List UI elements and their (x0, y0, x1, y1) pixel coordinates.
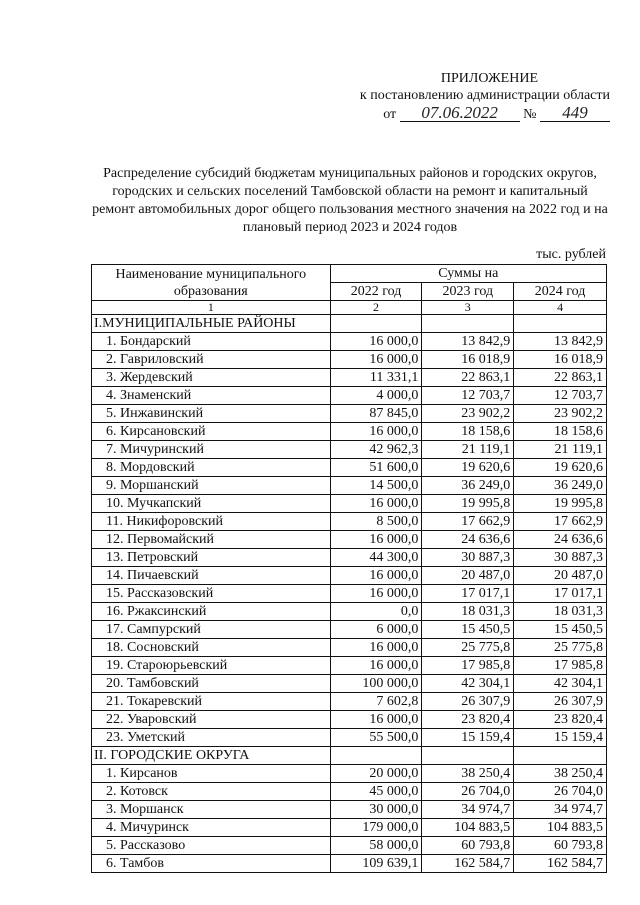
value-2022: 179 000,0 (330, 819, 422, 837)
empty-cell (514, 315, 607, 333)
row-name: 18. Сосновский (92, 639, 331, 657)
row-name: 13. Петровский (92, 549, 331, 567)
row-name: 10. Мучкапский (92, 495, 331, 513)
table-row (92, 351, 607, 369)
value-2024: 21 119,1 (514, 441, 607, 459)
value-2024: 17 017,1 (514, 585, 607, 603)
value-2024: 18 031,3 (514, 603, 607, 621)
value-2024: 162 584,7 (514, 855, 607, 873)
table-row (92, 639, 607, 657)
handwritten-date: 07.06.2022 (400, 104, 520, 122)
value-2023: 22 863,1 (422, 369, 514, 387)
row-name: 2. Гавриловский (92, 351, 331, 369)
col-number: 4 (514, 301, 607, 315)
value-2023: 104 883,5 (422, 819, 514, 837)
row-name: 1. Бондарский (92, 333, 331, 351)
value-2023: 17 662,9 (422, 513, 514, 531)
value-2023: 38 250,4 (422, 765, 514, 783)
value-2024: 25 775,8 (514, 639, 607, 657)
value-2024: 20 487,0 (514, 567, 607, 585)
table-row (92, 333, 607, 351)
table-row (92, 729, 607, 747)
value-2023: 23 902,2 (422, 405, 514, 423)
header-year-2023: 2023 год (422, 283, 514, 301)
value-2024: 24 636,6 (514, 531, 607, 549)
number-label: № (523, 107, 537, 122)
col-number: 3 (422, 301, 514, 315)
value-2023: 36 249,0 (422, 477, 514, 495)
value-2022: 0,0 (330, 603, 422, 621)
table-row (92, 693, 607, 711)
value-2024: 19 620,6 (514, 459, 607, 477)
value-2024: 26 307,9 (514, 693, 607, 711)
value-2023: 34 974,7 (422, 801, 514, 819)
value-2022: 16 000,0 (330, 423, 422, 441)
value-2023: 24 636,6 (422, 531, 514, 549)
value-2023: 19 620,6 (422, 459, 514, 477)
value-2022: 16 000,0 (330, 711, 422, 729)
row-name: 5. Инжавинский (92, 405, 331, 423)
table-row (92, 765, 607, 783)
value-2023: 13 842,9 (422, 333, 514, 351)
value-2024: 23 902,2 (514, 405, 607, 423)
table-row (92, 513, 607, 531)
value-2022: 20 000,0 (330, 765, 422, 783)
row-name: 1. Кирсанов (92, 765, 331, 783)
table-row (92, 657, 607, 675)
value-2022: 7 602,8 (330, 693, 422, 711)
value-2022: 30 000,0 (330, 801, 422, 819)
col-number: 2 (330, 301, 422, 315)
value-2022: 51 600,0 (330, 459, 422, 477)
value-2024: 12 703,7 (514, 387, 607, 405)
row-name: 23. Уметский (92, 729, 331, 747)
table-row (92, 495, 607, 513)
empty-cell (422, 315, 514, 333)
row-name: 7. Мичуринский (92, 441, 331, 459)
value-2024: 42 304,1 (514, 675, 607, 693)
value-2024: 18 158,6 (514, 423, 607, 441)
approval-date-line (360, 104, 610, 123)
row-name: 21. Токаревский (92, 693, 331, 711)
value-2023: 20 487,0 (422, 567, 514, 585)
header-name: Наименование муниципального образования (92, 265, 331, 301)
value-2024: 15 159,4 (514, 729, 607, 747)
value-2022: 16 000,0 (330, 495, 422, 513)
table-row (92, 459, 607, 477)
row-name: 6. Кирсановский (92, 423, 331, 441)
value-2024: 36 249,0 (514, 477, 607, 495)
value-2023: 25 775,8 (422, 639, 514, 657)
table-row (92, 837, 607, 855)
row-name: 2. Котовск (92, 783, 331, 801)
table-row (92, 531, 607, 549)
row-name: 3. Моршанск (92, 801, 331, 819)
value-2024: 23 820,4 (514, 711, 607, 729)
header-sums: Суммы на (330, 265, 606, 283)
value-2023: 17 985,8 (422, 657, 514, 675)
value-2022: 100 000,0 (330, 675, 422, 693)
row-name: 9. Моршанский (92, 477, 331, 495)
row-name: 3. Жердевский (92, 369, 331, 387)
value-2022: 16 000,0 (330, 333, 422, 351)
row-name: 12. Первомайский (92, 531, 331, 549)
value-2023: 17 017,1 (422, 585, 514, 603)
value-2022: 58 000,0 (330, 837, 422, 855)
table-row (92, 423, 607, 441)
row-name: 8. Мордовский (92, 459, 331, 477)
empty-cell (422, 747, 514, 765)
value-2022: 11 331,1 (330, 369, 422, 387)
appendix-subtitle: к постановлению администрации области (359, 88, 610, 103)
table-row (92, 711, 607, 729)
value-2024: 34 974,7 (514, 801, 607, 819)
empty-cell (514, 747, 607, 765)
table-row (92, 387, 607, 405)
value-2022: 6 000,0 (330, 621, 422, 639)
value-2022: 55 500,0 (330, 729, 422, 747)
value-2024: 26 704,0 (514, 783, 607, 801)
row-name: 4. Мичуринск (92, 819, 331, 837)
subsidy-table (91, 264, 607, 873)
row-name: 22. Уваровский (92, 711, 331, 729)
header-year-2022: 2022 год (330, 283, 422, 301)
empty-cell (330, 315, 422, 333)
row-name: 20. Тамбовский (92, 675, 331, 693)
value-2023: 15 450,5 (422, 621, 514, 639)
value-2022: 16 000,0 (330, 567, 422, 585)
table-row (92, 441, 607, 459)
value-2022: 16 000,0 (330, 351, 422, 369)
value-2022: 44 300,0 (330, 549, 422, 567)
unit-label: тыс. рублей (536, 247, 606, 262)
value-2023: 30 887,3 (422, 549, 514, 567)
empty-cell (330, 747, 422, 765)
value-2022: 42 962,3 (330, 441, 422, 459)
value-2023: 15 159,4 (422, 729, 514, 747)
value-2024: 22 863,1 (514, 369, 607, 387)
table-row (92, 567, 607, 585)
table-row (92, 675, 607, 693)
header-year-2024: 2024 год (514, 283, 607, 301)
value-2024: 17 662,9 (514, 513, 607, 531)
value-2022: 14 500,0 (330, 477, 422, 495)
value-2024: 38 250,4 (514, 765, 607, 783)
table-row (92, 549, 607, 567)
value-2023: 21 119,1 (422, 441, 514, 459)
value-2024: 17 985,8 (514, 657, 607, 675)
row-name: 5. Рассказово (92, 837, 331, 855)
value-2024: 16 018,9 (514, 351, 607, 369)
value-2023: 18 031,3 (422, 603, 514, 621)
value-2024: 19 995,8 (514, 495, 607, 513)
table-row (92, 477, 607, 495)
value-2022: 87 845,0 (330, 405, 422, 423)
value-2024: 104 883,5 (514, 819, 607, 837)
value-2022: 45 000,0 (330, 783, 422, 801)
value-2023: 23 820,4 (422, 711, 514, 729)
value-2024: 13 842,9 (514, 333, 607, 351)
appendix-title: ПРИЛОЖЕНИЕ (440, 71, 538, 86)
value-2023: 60 793,8 (422, 837, 514, 855)
value-2022: 16 000,0 (330, 639, 422, 657)
date-prefix: от (383, 107, 397, 122)
value-2024: 15 450,5 (514, 621, 607, 639)
table-body (92, 315, 607, 873)
section-row (92, 747, 607, 765)
handwritten-number: 449 (540, 104, 610, 122)
value-2022: 8 500,0 (330, 513, 422, 531)
row-name: 11. Никифоровский (92, 513, 331, 531)
table-row (92, 405, 607, 423)
value-2023: 18 158,6 (422, 423, 514, 441)
table-row (92, 603, 607, 621)
value-2023: 19 995,8 (422, 495, 514, 513)
approval-block (360, 70, 610, 123)
value-2023: 16 018,9 (422, 351, 514, 369)
value-2023: 162 584,7 (422, 855, 514, 873)
table-row (92, 819, 607, 837)
value-2022: 109 639,1 (330, 855, 422, 873)
row-name: 17. Сампурский (92, 621, 331, 639)
row-name: 4. Знаменский (92, 387, 331, 405)
row-name: 14. Пичаевский (92, 567, 331, 585)
section-title: II. ГОРОДСКИЕ ОКРУГА (92, 747, 331, 765)
document-title: Распределение субсидий бюджетам муниципальных районов и городских округов, городских и сельских поселений Тамбовской области на ремонт и капитальный ремонт автомобильных дорог общего пользования местного значения на 2022 год и на плановый период 2023 и 2024 годов (92, 166, 608, 235)
value-2022: 16 000,0 (330, 531, 422, 549)
value-2024: 60 793,8 (514, 837, 607, 855)
value-2023: 26 704,0 (422, 783, 514, 801)
row-name: 6. Тамбов (92, 855, 331, 873)
section-title: I.МУНИЦИПАЛЬНЫЕ РАЙОНЫ (92, 315, 331, 333)
value-2022: 16 000,0 (330, 585, 422, 603)
col-number: 1 (92, 301, 331, 315)
table-row (92, 801, 607, 819)
value-2023: 12 703,7 (422, 387, 514, 405)
table-row (92, 621, 607, 639)
section-row (92, 315, 607, 333)
value-2023: 42 304,1 (422, 675, 514, 693)
table-row (92, 369, 607, 387)
value-2023: 26 307,9 (422, 693, 514, 711)
table-row (92, 783, 607, 801)
table-row (92, 855, 607, 873)
value-2022: 4 000,0 (330, 387, 422, 405)
row-name: 19. Староюрьевский (92, 657, 331, 675)
row-name: 16. Ржаксинский (92, 603, 331, 621)
value-2022: 16 000,0 (330, 657, 422, 675)
table-row (92, 585, 607, 603)
value-2024: 30 887,3 (514, 549, 607, 567)
row-name: 15. Рассказовский (92, 585, 331, 603)
